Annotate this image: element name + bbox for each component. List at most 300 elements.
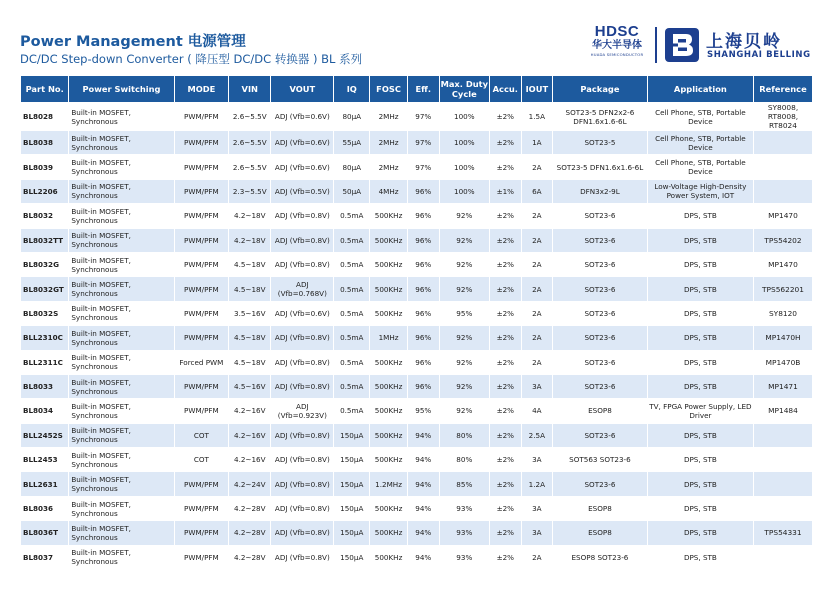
- max-duty-cell: 92%: [439, 374, 489, 398]
- package-cell: SOT23-6: [553, 326, 648, 350]
- max-duty-cell: 100%: [439, 103, 489, 131]
- mode-cell: PWM/PFM: [174, 472, 229, 496]
- part-no-cell: BLL2206: [21, 179, 69, 203]
- iq-cell: 150μA: [334, 521, 370, 545]
- vin-cell: 4.2~24V: [229, 472, 271, 496]
- package-cell: ESOP8 SOT23-6: [553, 545, 648, 569]
- col-header: VIN: [229, 76, 271, 103]
- accuracy-cell: ±2%: [490, 103, 522, 131]
- iout-cell: 2A: [521, 545, 553, 569]
- accuracy-cell: ±2%: [490, 423, 522, 447]
- vout-cell: ADJ (Vfb=0.8V): [271, 423, 334, 447]
- iout-cell: 2A: [521, 252, 553, 276]
- logo-divider: [655, 27, 657, 63]
- vout-cell: ADJ (Vfb=0.8V): [271, 496, 334, 520]
- vin-cell: 4.5~16V: [229, 374, 271, 398]
- power-switching-cell: Built-in MOSFET, Synchronous: [69, 496, 174, 520]
- iout-cell: 1.2A: [521, 472, 553, 496]
- application-cell: DPS, STB: [647, 326, 753, 350]
- fosc-cell: 500KHz: [370, 545, 408, 569]
- part-no-cell: BL8034: [21, 399, 69, 423]
- application-cell: Cell Phone, STB, Portable Device: [647, 155, 753, 179]
- col-header: IOUT: [521, 76, 553, 103]
- power-switching-cell: Built-in MOSFET, Synchronous: [69, 521, 174, 545]
- iq-cell: 0.5mA: [334, 204, 370, 228]
- part-no-cell: BLL2453: [21, 448, 69, 472]
- package-cell: SOT23-6: [553, 277, 648, 301]
- table-row: [21, 448, 813, 472]
- iq-cell: 0.5mA: [334, 277, 370, 301]
- col-header: Package: [553, 76, 648, 103]
- package-cell: SOT23-6: [553, 374, 648, 398]
- accuracy-cell: ±2%: [490, 131, 522, 155]
- col-header: MODE: [174, 76, 229, 103]
- col-header: VOUT: [271, 76, 334, 103]
- iq-cell: 80μA: [334, 103, 370, 131]
- accuracy-cell: ±2%: [490, 228, 522, 252]
- power-switching-cell: Built-in MOSFET, Synchronous: [69, 103, 174, 131]
- power-switching-cell: Built-in MOSFET, Synchronous: [69, 155, 174, 179]
- package-cell: ESOP8: [553, 496, 648, 520]
- iq-cell: 0.5mA: [334, 350, 370, 374]
- mode-cell: PWM/PFM: [174, 326, 229, 350]
- iout-cell: 4A: [521, 399, 553, 423]
- vout-cell: ADJ (Vfb=0.8V): [271, 521, 334, 545]
- application-cell: DPS, STB: [647, 374, 753, 398]
- hdsc-logo: [586, 24, 648, 57]
- vin-cell: 4.2~18V: [229, 204, 271, 228]
- col-header: Max. Duty Cycle: [439, 76, 489, 103]
- power-switching-cell: Built-in MOSFET, Synchronous: [69, 301, 174, 325]
- eff-cell: 96%: [408, 252, 440, 276]
- application-cell: DPS, STB: [647, 204, 753, 228]
- eff-cell: 96%: [408, 277, 440, 301]
- vin-cell: 4.2~28V: [229, 521, 271, 545]
- table-row: [21, 399, 813, 423]
- vin-cell: 2.3~5.5V: [229, 179, 271, 203]
- iq-cell: 0.5mA: [334, 326, 370, 350]
- eff-cell: 96%: [408, 228, 440, 252]
- vin-cell: 4.2~16V: [229, 448, 271, 472]
- iq-cell: 150μA: [334, 448, 370, 472]
- package-cell: SOT23-6: [553, 204, 648, 228]
- vin-cell: 4.2~18V: [229, 228, 271, 252]
- reference-cell: TPS54331: [754, 521, 813, 545]
- eff-cell: 96%: [408, 350, 440, 374]
- vout-cell: ADJ (Vfb=0.8V): [271, 448, 334, 472]
- iout-cell: 2A: [521, 326, 553, 350]
- vin-cell: 4.2~16V: [229, 423, 271, 447]
- eff-cell: 97%: [408, 131, 440, 155]
- application-cell: DPS, STB: [647, 448, 753, 472]
- iq-cell: 0.5mA: [334, 301, 370, 325]
- fosc-cell: 500KHz: [370, 521, 408, 545]
- reference-cell: MP1470H: [754, 326, 813, 350]
- fosc-cell: 500KHz: [370, 277, 408, 301]
- package-cell: SOT23-6: [553, 350, 648, 374]
- accuracy-cell: ±2%: [490, 350, 522, 374]
- mode-cell: PWM/PFM: [174, 204, 229, 228]
- package-cell: SOT23-5 DFN2x2-6 DFN1.6x1.6-6L: [553, 103, 648, 131]
- col-header: Part No.: [21, 76, 69, 103]
- fosc-cell: 500KHz: [370, 252, 408, 276]
- vout-cell: ADJ (Vfb=0.8V): [271, 350, 334, 374]
- application-cell: Cell Phone, STB, Portable Device: [647, 131, 753, 155]
- product-table: [20, 75, 813, 570]
- eff-cell: 96%: [408, 204, 440, 228]
- fosc-cell: 2MHz: [370, 155, 408, 179]
- vout-cell: ADJ (Vfb=0.6V): [271, 131, 334, 155]
- eff-cell: 97%: [408, 103, 440, 131]
- vin-cell: 4.5~18V: [229, 277, 271, 301]
- iq-cell: 150μA: [334, 496, 370, 520]
- iq-cell: 0.5mA: [334, 399, 370, 423]
- vout-cell: ADJ (Vfb=0.8V): [271, 472, 334, 496]
- table-body: [21, 103, 813, 570]
- table-row: [21, 103, 813, 131]
- col-header: Reference: [754, 76, 813, 103]
- mode-cell: COT: [174, 448, 229, 472]
- iq-cell: 80μA: [334, 155, 370, 179]
- page-subtitle: DC/DC Step-down Converter ( 降压型 DC/DC 转换器 ) BL 系列: [20, 52, 363, 66]
- mode-cell: PWM/PFM: [174, 277, 229, 301]
- application-cell: DPS, STB: [647, 423, 753, 447]
- iq-cell: 50μA: [334, 179, 370, 203]
- col-header: Accu.: [490, 76, 522, 103]
- eff-cell: 94%: [408, 496, 440, 520]
- table-row: [21, 131, 813, 155]
- fosc-cell: 500KHz: [370, 448, 408, 472]
- vout-cell: ADJ (Vfb=0.5V): [271, 179, 334, 203]
- reference-cell: MP1470B: [754, 350, 813, 374]
- mode-cell: PWM/PFM: [174, 131, 229, 155]
- col-header: Power Switching: [69, 76, 174, 103]
- power-switching-cell: Built-in MOSFET, Synchronous: [69, 228, 174, 252]
- max-duty-cell: 92%: [439, 326, 489, 350]
- vin-cell: 4.5~18V: [229, 326, 271, 350]
- application-cell: DPS, STB: [647, 252, 753, 276]
- fosc-cell: 500KHz: [370, 399, 408, 423]
- eff-cell: 96%: [408, 326, 440, 350]
- max-duty-cell: 92%: [439, 252, 489, 276]
- power-switching-cell: Built-in MOSFET, Synchronous: [69, 472, 174, 496]
- vout-cell: ADJ (Vfb=0.8V): [271, 228, 334, 252]
- max-duty-cell: 100%: [439, 179, 489, 203]
- accuracy-cell: ±2%: [490, 521, 522, 545]
- vout-cell: ADJ (Vfb=0.8V): [271, 374, 334, 398]
- application-cell: TV, FPGA Power Supply, LED Driver: [647, 399, 753, 423]
- fosc-cell: 500KHz: [370, 496, 408, 520]
- accuracy-cell: ±2%: [490, 472, 522, 496]
- power-switching-cell: Built-in MOSFET, Synchronous: [69, 179, 174, 203]
- accuracy-cell: ±2%: [490, 277, 522, 301]
- iout-cell: 1.5A: [521, 103, 553, 131]
- max-duty-cell: 92%: [439, 399, 489, 423]
- table-row: [21, 423, 813, 447]
- iout-cell: 3A: [521, 374, 553, 398]
- part-no-cell: BL8038: [21, 131, 69, 155]
- application-cell: DPS, STB: [647, 228, 753, 252]
- belling-logo-icon: [664, 27, 700, 63]
- hdsc-cn-name: 华大半导体: [592, 40, 642, 51]
- power-switching-cell: Built-in MOSFET, Synchronous: [69, 277, 174, 301]
- part-no-cell: BL8032S: [21, 301, 69, 325]
- part-no-cell: BL8028: [21, 103, 69, 131]
- iout-cell: 2A: [521, 350, 553, 374]
- package-cell: SOT23-6: [553, 423, 648, 447]
- max-duty-cell: 80%: [439, 448, 489, 472]
- fosc-cell: 2MHz: [370, 103, 408, 131]
- vin-cell: 2.6~5.5V: [229, 155, 271, 179]
- reference-cell: MP1470: [754, 252, 813, 276]
- part-no-cell: BL8039: [21, 155, 69, 179]
- fosc-cell: 2MHz: [370, 131, 408, 155]
- vout-cell: ADJ (Vfb=0.6V): [271, 155, 334, 179]
- package-cell: DFN3x2-9L: [553, 179, 648, 203]
- table-header-row: [21, 76, 813, 103]
- part-no-cell: BL8032TT: [21, 228, 69, 252]
- part-no-cell: BL8036: [21, 496, 69, 520]
- max-duty-cell: 100%: [439, 131, 489, 155]
- belling-en-name: SHANGHAI BELLING: [707, 50, 811, 60]
- vout-cell: ADJ (Vfb=0.6V): [271, 301, 334, 325]
- package-cell: SOT23-5: [553, 131, 648, 155]
- application-cell: DPS, STB: [647, 472, 753, 496]
- max-duty-cell: 93%: [439, 521, 489, 545]
- iq-cell: 0.5mA: [334, 252, 370, 276]
- vout-cell: ADJ (Vfb=0.8V): [271, 204, 334, 228]
- part-no-cell: BL8032GT: [21, 277, 69, 301]
- part-no-cell: BL8032G: [21, 252, 69, 276]
- max-duty-cell: 92%: [439, 204, 489, 228]
- iout-cell: 3A: [521, 496, 553, 520]
- fosc-cell: 500KHz: [370, 204, 408, 228]
- eff-cell: 94%: [408, 545, 440, 569]
- application-cell: DPS, STB: [647, 545, 753, 569]
- eff-cell: 96%: [408, 374, 440, 398]
- vout-cell: ADJ (Vfb=0.8V): [271, 326, 334, 350]
- part-no-cell: BL8036T: [21, 521, 69, 545]
- mode-cell: PWM/PFM: [174, 252, 229, 276]
- part-no-cell: BLL2311C: [21, 350, 69, 374]
- reference-cell: [754, 472, 813, 496]
- max-duty-cell: 100%: [439, 155, 489, 179]
- reference-cell: [754, 423, 813, 447]
- part-no-cell: BL8037: [21, 545, 69, 569]
- accuracy-cell: ±2%: [490, 448, 522, 472]
- vin-cell: 2.6~5.5V: [229, 103, 271, 131]
- table-row: [21, 521, 813, 545]
- iout-cell: 1A: [521, 131, 553, 155]
- max-duty-cell: 93%: [439, 545, 489, 569]
- table-row: [21, 350, 813, 374]
- power-switching-cell: Built-in MOSFET, Synchronous: [69, 131, 174, 155]
- iq-cell: 150μA: [334, 545, 370, 569]
- fosc-cell: 4MHz: [370, 179, 408, 203]
- mode-cell: PWM/PFM: [174, 545, 229, 569]
- accuracy-cell: ±2%: [490, 252, 522, 276]
- table-row: [21, 545, 813, 569]
- mode-cell: PWM/PFM: [174, 155, 229, 179]
- vout-cell: ADJ (Vfb=0.6V): [271, 103, 334, 131]
- accuracy-cell: ±2%: [490, 301, 522, 325]
- fosc-cell: 500KHz: [370, 350, 408, 374]
- mode-cell: PWM/PFM: [174, 496, 229, 520]
- iq-cell: 0.5mA: [334, 374, 370, 398]
- max-duty-cell: 80%: [439, 423, 489, 447]
- iout-cell: 6A: [521, 179, 553, 203]
- application-cell: DPS, STB: [647, 277, 753, 301]
- reference-cell: [754, 155, 813, 179]
- part-no-cell: BL8032: [21, 204, 69, 228]
- eff-cell: 95%: [408, 399, 440, 423]
- package-cell: SOT23-6: [553, 301, 648, 325]
- vout-cell: ADJ (Vfb=0.8V): [271, 252, 334, 276]
- power-switching-cell: Built-in MOSFET, Synchronous: [69, 423, 174, 447]
- iq-cell: 150μA: [334, 472, 370, 496]
- vout-cell: ADJ (Vfb=0.768V): [271, 277, 334, 301]
- power-switching-cell: Built-in MOSFET, Synchronous: [69, 350, 174, 374]
- part-no-cell: BL8033: [21, 374, 69, 398]
- eff-cell: 94%: [408, 521, 440, 545]
- max-duty-cell: 92%: [439, 350, 489, 374]
- eff-cell: 96%: [408, 301, 440, 325]
- power-switching-cell: Built-in MOSFET, Synchronous: [69, 374, 174, 398]
- reference-cell: TPS54202: [754, 228, 813, 252]
- max-duty-cell: 85%: [439, 472, 489, 496]
- mode-cell: COT: [174, 423, 229, 447]
- iq-cell: 0.5mA: [334, 228, 370, 252]
- power-switching-cell: Built-in MOSFET, Synchronous: [69, 545, 174, 569]
- accuracy-cell: ±2%: [490, 496, 522, 520]
- vin-cell: 4.5~18V: [229, 350, 271, 374]
- col-header: Application: [647, 76, 753, 103]
- fosc-cell: 500KHz: [370, 228, 408, 252]
- col-header: Eff.: [408, 76, 440, 103]
- reference-cell: MP1484: [754, 399, 813, 423]
- table-row: [21, 252, 813, 276]
- vin-cell: 4.2~16V: [229, 399, 271, 423]
- iout-cell: 2A: [521, 277, 553, 301]
- accuracy-cell: ±2%: [490, 155, 522, 179]
- table-row: [21, 179, 813, 203]
- col-header: FOSC: [370, 76, 408, 103]
- eff-cell: 94%: [408, 423, 440, 447]
- application-cell: DPS, STB: [647, 350, 753, 374]
- package-cell: SOT23-6: [553, 472, 648, 496]
- reference-cell: [754, 131, 813, 155]
- reference-cell: TPS562201: [754, 277, 813, 301]
- eff-cell: 94%: [408, 472, 440, 496]
- iout-cell: 2A: [521, 228, 553, 252]
- table-row: [21, 326, 813, 350]
- package-cell: ESOP8: [553, 521, 648, 545]
- vout-cell: ADJ (Vfb=0.8V): [271, 545, 334, 569]
- reference-cell: [754, 496, 813, 520]
- mode-cell: PWM/PFM: [174, 228, 229, 252]
- application-cell: DPS, STB: [647, 521, 753, 545]
- fosc-cell: 500KHz: [370, 423, 408, 447]
- reference-cell: SY8120: [754, 301, 813, 325]
- table-row: [21, 155, 813, 179]
- max-duty-cell: 93%: [439, 496, 489, 520]
- table-row: [21, 301, 813, 325]
- part-no-cell: BLL2631: [21, 472, 69, 496]
- reference-cell: SY8008, RT8008, RT8024: [754, 103, 813, 131]
- mode-cell: PWM/PFM: [174, 374, 229, 398]
- power-switching-cell: Built-in MOSFET, Synchronous: [69, 326, 174, 350]
- accuracy-cell: ±1%: [490, 179, 522, 203]
- iout-cell: 2A: [521, 155, 553, 179]
- iout-cell: 2A: [521, 204, 553, 228]
- col-header: IQ: [334, 76, 370, 103]
- power-switching-cell: Built-in MOSFET, Synchronous: [69, 252, 174, 276]
- iout-cell: 3A: [521, 521, 553, 545]
- accuracy-cell: ±2%: [490, 399, 522, 423]
- mode-cell: PWM/PFM: [174, 399, 229, 423]
- reference-cell: [754, 545, 813, 569]
- application-cell: Cell Phone, STB, Portable Device: [647, 103, 753, 131]
- fosc-cell: 500KHz: [370, 374, 408, 398]
- vout-cell: ADJ (Vfb=0.923V): [271, 399, 334, 423]
- application-cell: DPS, STB: [647, 496, 753, 520]
- max-duty-cell: 92%: [439, 228, 489, 252]
- vin-cell: 4.2~28V: [229, 496, 271, 520]
- belling-cn-name: 上海贝岭: [706, 32, 782, 52]
- application-cell: Low-Voltage High-Density Power System, IOT: [647, 179, 753, 203]
- mode-cell: PWM/PFM: [174, 103, 229, 131]
- power-switching-cell: Built-in MOSFET, Synchronous: [69, 204, 174, 228]
- table-row: [21, 204, 813, 228]
- reference-cell: MP1471: [754, 374, 813, 398]
- package-cell: SOT563 SOT23-6: [553, 448, 648, 472]
- fosc-cell: 500KHz: [370, 301, 408, 325]
- vin-cell: 4.2~28V: [229, 545, 271, 569]
- accuracy-cell: ±2%: [490, 326, 522, 350]
- reference-cell: [754, 179, 813, 203]
- package-cell: SOT23-6: [553, 228, 648, 252]
- package-cell: SOT23-6: [553, 252, 648, 276]
- table-row: [21, 277, 813, 301]
- page-title: Power Management 电源管理: [20, 34, 246, 50]
- eff-cell: 94%: [408, 448, 440, 472]
- iout-cell: 2.5A: [521, 423, 553, 447]
- max-duty-cell: 95%: [439, 301, 489, 325]
- reference-cell: MP1470: [754, 204, 813, 228]
- mode-cell: PWM/PFM: [174, 179, 229, 203]
- fosc-cell: 1.2MHz: [370, 472, 408, 496]
- mode-cell: PWM/PFM: [174, 521, 229, 545]
- table-row: [21, 496, 813, 520]
- vin-cell: 2.6~5.5V: [229, 131, 271, 155]
- iq-cell: 150μA: [334, 423, 370, 447]
- package-cell: ESOP8: [553, 399, 648, 423]
- iq-cell: 55μA: [334, 131, 370, 155]
- hdsc-mark: HDSC: [594, 23, 640, 40]
- package-cell: SOT23-5 DFN1.6x1.6-6L: [553, 155, 648, 179]
- hdsc-en-name: HUADA SEMICONDUCTOR: [590, 52, 644, 57]
- fosc-cell: 1MHz: [370, 326, 408, 350]
- accuracy-cell: ±2%: [490, 374, 522, 398]
- application-cell: DPS, STB: [647, 301, 753, 325]
- table-row: [21, 472, 813, 496]
- eff-cell: 96%: [408, 179, 440, 203]
- part-no-cell: BLL2310C: [21, 326, 69, 350]
- max-duty-cell: 92%: [439, 277, 489, 301]
- part-no-cell: BLL2452S: [21, 423, 69, 447]
- power-switching-cell: Built-in MOSFET, Synchronous: [69, 448, 174, 472]
- vin-cell: 3.5~16V: [229, 301, 271, 325]
